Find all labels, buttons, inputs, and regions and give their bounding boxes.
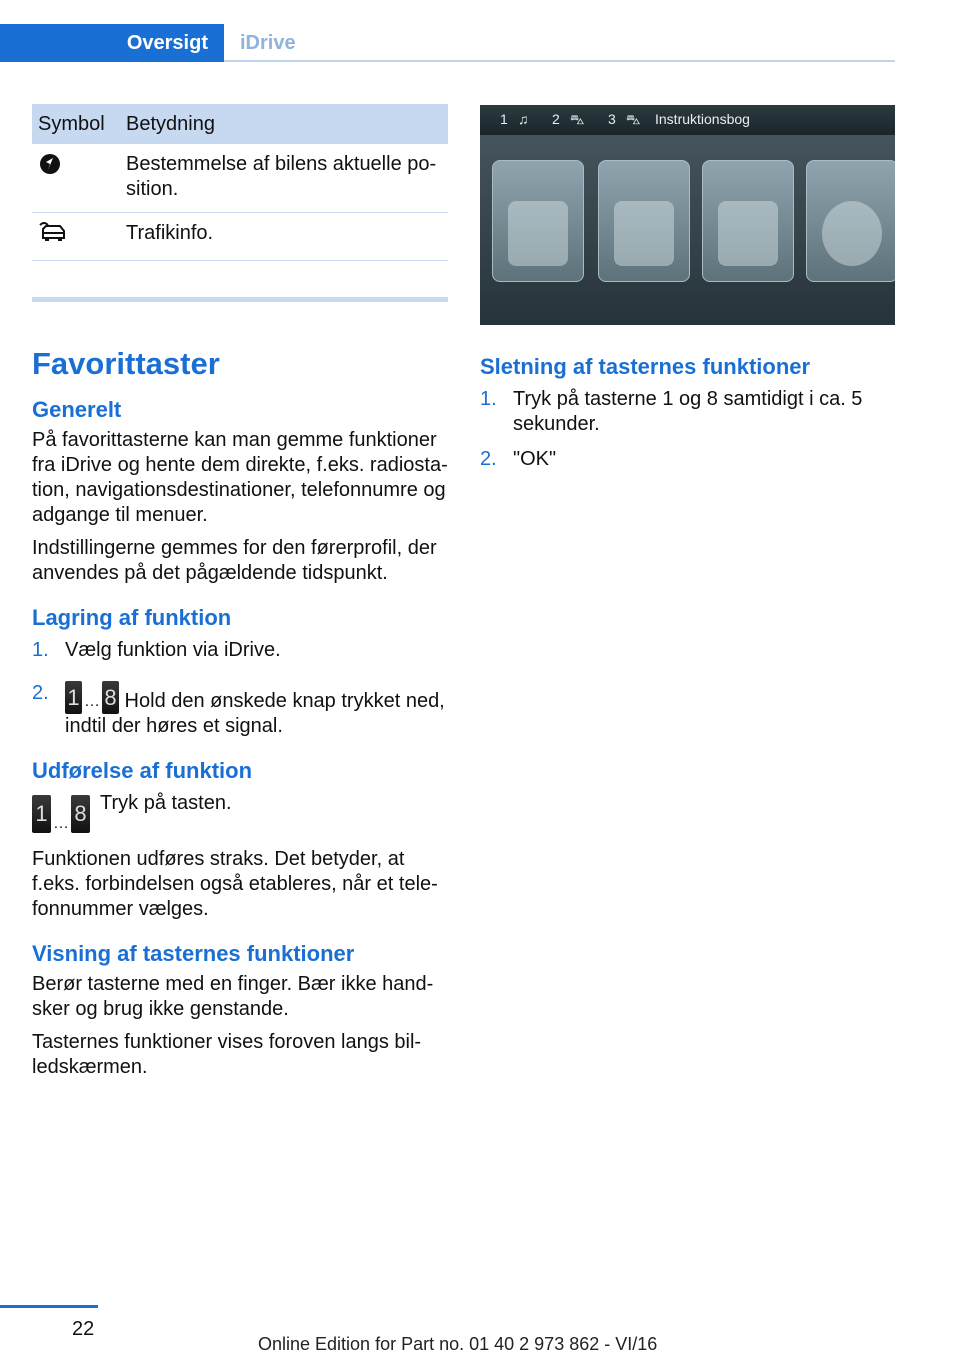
- paragraph: Indstillingerne gemmes for den førerprofil, der anvendes på det pågældende tidspunkt.: [32, 537, 437, 584]
- phone-tile: [598, 160, 690, 282]
- right-column: [480, 105, 895, 482]
- step-text: Vælg funktion via iDrive.: [65, 639, 281, 661]
- key-range-icon: [32, 795, 90, 839]
- list-item: [32, 681, 448, 739]
- favorite-keys-bar: [480, 105, 895, 135]
- tab-idrive[interactable]: iDrive: [240, 32, 296, 54]
- step-text: "OK": [513, 448, 557, 470]
- paragraph: Berør tasterne med en finger. Bær ikke handsker og brug ikke genstande.: [32, 973, 434, 1020]
- page-number: 22: [72, 1318, 95, 1340]
- ellipsis: …: [53, 815, 69, 832]
- key-8-icon: 8: [102, 681, 119, 714]
- table-row: [32, 213, 448, 261]
- step-number: 2.: [480, 448, 497, 470]
- table-header-meaning: Betydning: [120, 104, 448, 144]
- key-1-icon: 1: [65, 681, 82, 714]
- paragraph: På favorittasterne kan man gemme funktioner fra iDrive og hente dem direkte, f.eks. radiostation, navigationsdestinationer, telefonnumre og adgange til menuer.: [32, 429, 448, 526]
- screen-label: Instruktionsbog: [655, 111, 750, 127]
- step-text: Tryk på tasterne 1 og 8 samtidigt i ca. 5 sekunder.: [513, 388, 863, 435]
- steps-sletning: [480, 387, 895, 472]
- heading-sletning: Sletning af tasternes funktioner: [480, 354, 811, 379]
- music-note-icon: ♫: [518, 111, 529, 127]
- heading-visning: Visning af tasternes funktioner: [32, 941, 355, 966]
- table-end-rule: [32, 297, 448, 302]
- steps-lagring: [32, 638, 448, 739]
- table-header-symbol: Symbol: [32, 104, 120, 144]
- footer-rule: [0, 1305, 98, 1308]
- step-number: 1.: [32, 639, 49, 661]
- left-column: [32, 104, 448, 1088]
- step-number: 2.: [32, 682, 49, 704]
- ellipsis: …: [84, 693, 100, 710]
- paragraph: Funktionen udføres straks. Det betyder, at f.eks. forbindelsen også etableres, når et telefonnummer vælges.: [32, 848, 438, 920]
- header-bar: [0, 24, 895, 62]
- idrive-screen-image: [480, 105, 895, 325]
- key-8-icon: 8: [71, 795, 90, 833]
- globe-tile: [806, 160, 895, 282]
- screen-key-3: 3: [608, 111, 616, 127]
- bluetooth-tile: [492, 160, 584, 282]
- list-item: [480, 387, 895, 437]
- key-paragraph: [32, 791, 448, 843]
- traffic-info-car-icon: [38, 221, 68, 243]
- symbol-table: [32, 104, 448, 261]
- section-title: Favorittaster: [32, 346, 220, 381]
- heading-udforelse: Udførelse af funktion: [32, 758, 253, 783]
- heading-generelt: Generelt: [32, 397, 122, 422]
- table-cell-meaning: Bestemmelse af bilens aktuelle position.: [120, 144, 448, 213]
- navigation-tile: [702, 160, 794, 282]
- car-icon: ⛍: [626, 111, 641, 127]
- screen-key-2: 2: [552, 111, 560, 127]
- position-marker-icon: [38, 152, 62, 176]
- screen-key-1: 1: [500, 111, 508, 127]
- heading-lagring: Lagring af funktion: [32, 605, 232, 630]
- key-1-icon: 1: [32, 795, 51, 833]
- step-text: Hold den ønskede knap trykket ned, indtil der høres et signal.: [65, 690, 445, 737]
- paragraph: Tryk på tasten.: [100, 792, 232, 814]
- paragraph: Tasternes funktioner vises foroven langs billedskærmen.: [32, 1031, 422, 1078]
- step-number: 1.: [480, 388, 497, 410]
- edition-text: Online Edition for Part no. 01 40 2 973 862 - VI/16: [258, 1334, 658, 1354]
- list-item: [480, 447, 895, 472]
- table-row: [32, 144, 448, 213]
- car-icon: ⛍: [570, 111, 585, 127]
- list-item: [32, 638, 448, 663]
- table-cell-meaning: Trafikinfo.: [120, 213, 448, 261]
- tab-oversigt[interactable]: Oversigt: [0, 24, 224, 62]
